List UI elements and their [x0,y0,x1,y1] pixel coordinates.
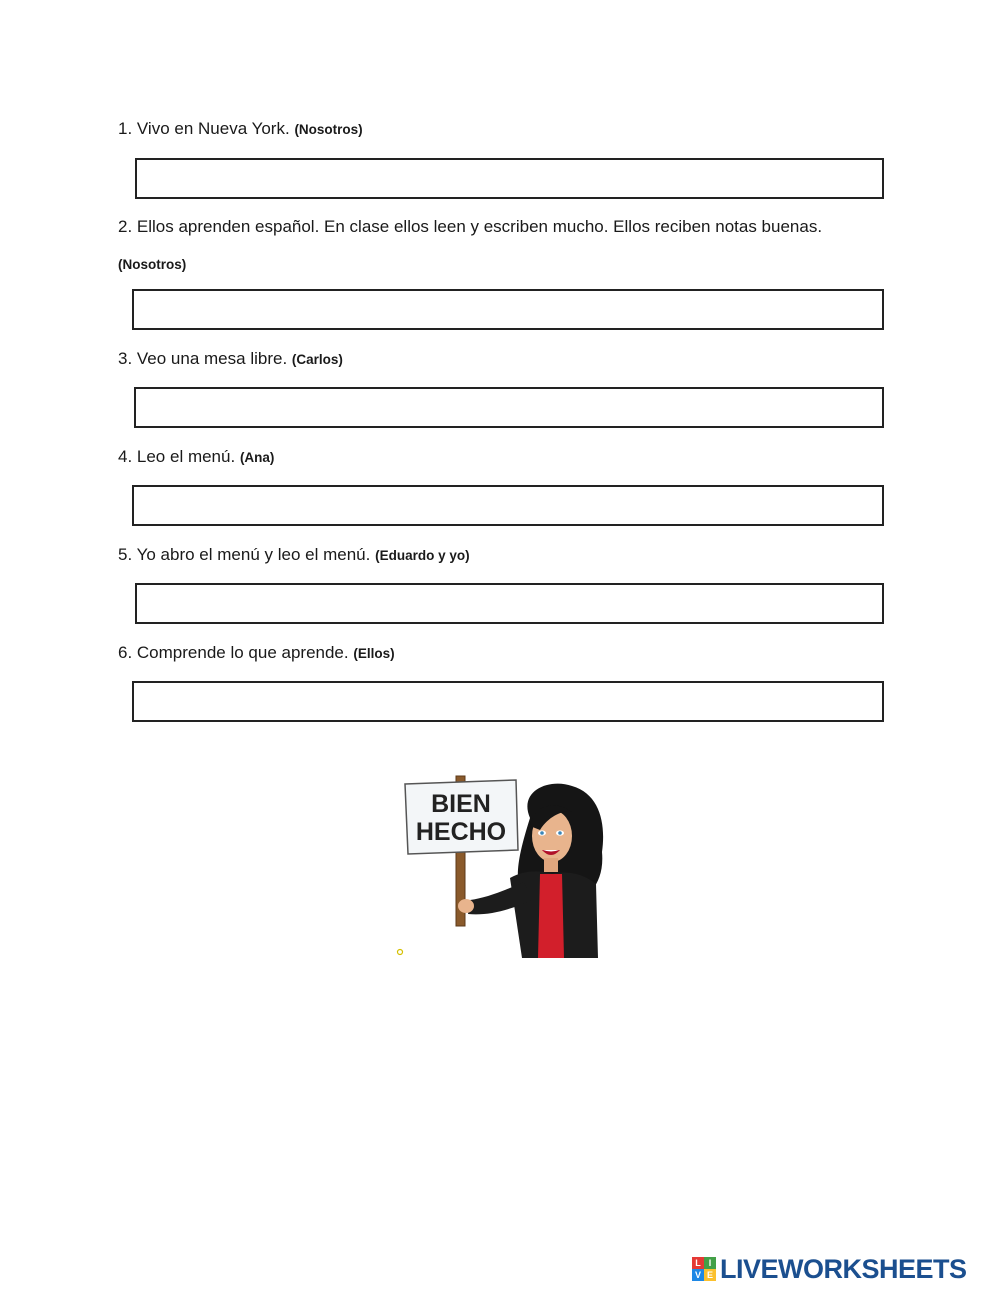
answer-field-5[interactable] [135,583,884,624]
red-shirt [538,874,564,958]
question-4-text: 4. Leo el menú. [118,447,236,466]
question-5 [118,545,470,566]
question-1-subject: (Nosotros) [294,122,363,137]
question-2 [118,217,822,237]
sign-text-line2: HECHO [415,818,507,846]
question-3 [118,349,343,370]
sign-text-line1: BIEN [431,790,491,818]
answer-field-2[interactable] [132,289,884,330]
answer-field-4[interactable] [132,485,884,526]
answer-field-1[interactable] [135,158,884,199]
brand-name: LIVEWORKSHEETS [720,1253,967,1284]
question-6-text: 6. Comprende lo que aprende. [118,643,349,662]
hand [458,899,474,913]
question-6-subject: (Ellos) [353,646,395,661]
question-3-subject: (Carlos) [291,352,343,367]
bitmoji-bien-hecho-image [390,770,620,965]
question-5-subject: (Eduardo y yo) [375,548,470,563]
question-3-text: 3. Veo una mesa libre. [118,349,288,368]
question-2-subject: (Nosotros) [118,257,187,272]
answer-field-6[interactable] [132,681,884,722]
question-1-text: 1. Vivo en Nueva York. [118,119,290,138]
liveworksheets-brand [692,1254,967,1284]
liveworksheets-logo-icon: L I V E [692,1257,716,1281]
question-4-subject: (Ana) [239,450,275,465]
question-4 [118,447,274,468]
question-1 [118,119,363,140]
decorative-dot [398,950,403,955]
question-2-text: 2. Ellos aprenden español. En clase ellos leen y escriben mucho. Ellos reciben notas buenas. [118,217,823,236]
question-5-text: 5. Yo abro el menú y leo el menú. [118,545,371,564]
answer-field-3[interactable] [134,387,884,428]
question-6 [118,643,395,664]
